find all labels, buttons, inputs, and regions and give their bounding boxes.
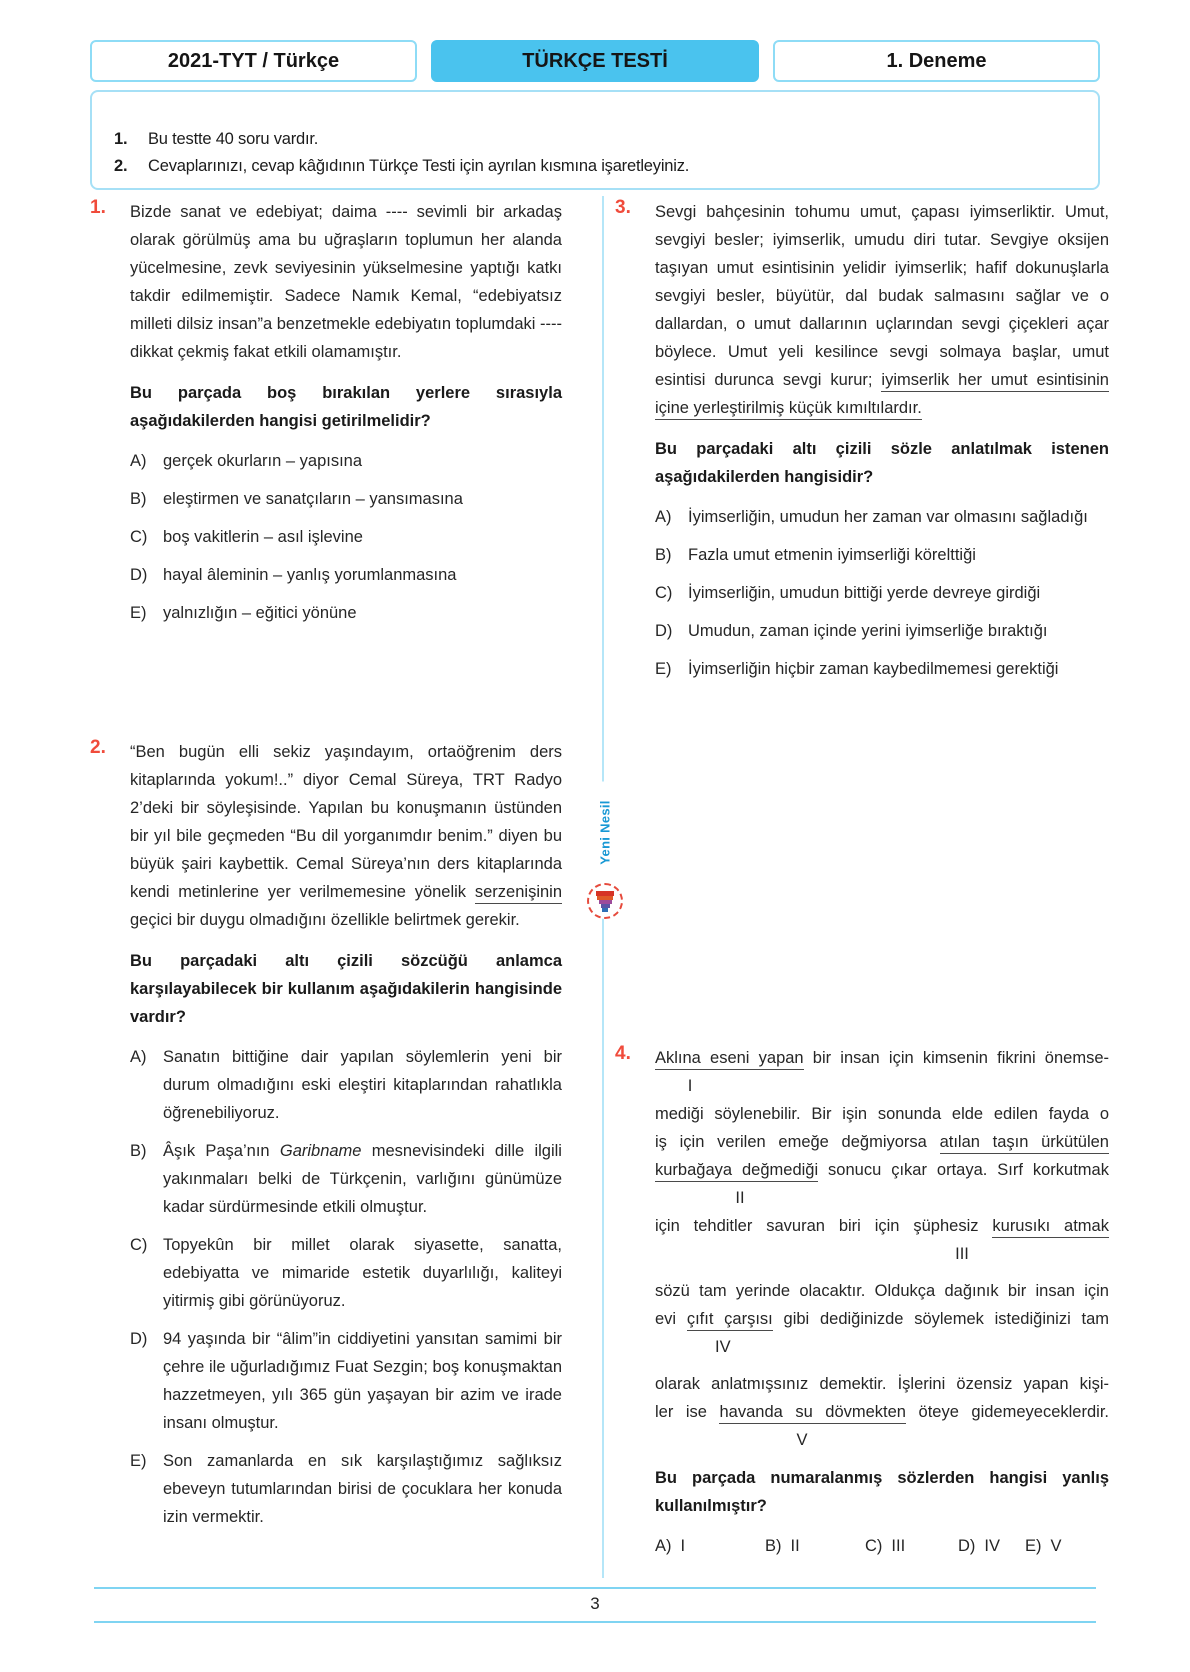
paragraph-text: olarak anlatmışsınız demektir. İşlerini özensiz yapan kişi- xyxy=(655,1375,1109,1393)
numeral-line xyxy=(655,1426,1109,1454)
option-label: E) xyxy=(130,604,147,622)
question-body xyxy=(655,198,1109,683)
paragraph-text: sonucu çıkar ortaya. Sırf korkutmak xyxy=(818,1161,1109,1179)
option-d xyxy=(130,1325,562,1437)
underlined-phrase: kurusıkı atmak xyxy=(992,1217,1109,1238)
question-stem: Bu parçada numaralanmış sözlerden hangisi yanlış kullanılmıştır? xyxy=(655,1469,1109,1515)
numeral-line xyxy=(655,1333,1109,1361)
option-label: A) xyxy=(130,452,147,470)
option-text: eleştirmen ve sanatçıların – yansımasına xyxy=(163,490,463,508)
option-text: V xyxy=(1050,1537,1062,1555)
option-label: C) xyxy=(655,584,673,602)
options-row xyxy=(655,1532,1109,1560)
option-c xyxy=(655,579,1109,607)
option-d xyxy=(130,561,562,589)
paragraph-line xyxy=(655,1212,1109,1240)
test-title: TÜRKÇE TESTİ xyxy=(522,49,668,72)
option-label: E) xyxy=(130,1452,147,1470)
paragraph-line xyxy=(655,1370,1109,1398)
option-text: Âşık Paşa’nın xyxy=(163,1142,280,1160)
paragraph-line xyxy=(655,1100,1109,1128)
question-body xyxy=(130,198,562,627)
paragraph-text: Sevgi bahçesinin tohumu umut, çapası iyimserliktir. Umut, sevgiyi besler; iyimserlik, umudu diri tutar. Sevgiye oksijen taşıyan umut esintisinin yelidir iyimserlik; hafif dokunuşlarla sevgiyi besler, büyütür, dal budak salmasını sağlar ve o dallardan, o umut dallarının uçlarından sevgi çiçekleri açar böylece. Umut yeli kesilince sevgi solmaya başlar, umut esintisi durunca sevgi kurur; xyxy=(655,203,1109,389)
underlined-phrase: kurbağaya değmediği xyxy=(655,1161,818,1182)
option-b xyxy=(655,541,1109,569)
instruction-item xyxy=(114,153,1078,180)
paragraph-text: sözü tam yerinde olacaktır. Oldukça dağınık bir insan için xyxy=(655,1282,1109,1300)
instruction-number: 2. xyxy=(114,157,128,175)
underlined-word: serzenişinin xyxy=(475,883,562,904)
option-label: B) xyxy=(130,1142,147,1160)
option-label: B) xyxy=(765,1537,782,1555)
option-text: gerçek okurların – yapısına xyxy=(163,452,363,470)
question-paragraph xyxy=(130,738,562,934)
options-list xyxy=(130,447,562,627)
option-text: yalnızlığın – eğitici yönüne xyxy=(163,604,357,622)
page-number: 3 xyxy=(590,1594,600,1613)
option-text: I xyxy=(680,1537,686,1555)
test-title-box xyxy=(431,40,759,82)
option-text: İyimserliğin hiçbir zaman kaybedilmemesi gerektiği xyxy=(688,660,1059,678)
option-text: Fazla umut etmenin iyimserliği körelttiği xyxy=(688,546,976,564)
option-text: III xyxy=(891,1537,906,1555)
numeral-4: IV xyxy=(715,1338,731,1356)
question-body xyxy=(655,1044,1109,1560)
numeral-5: V xyxy=(796,1431,808,1449)
paragraph-text: evi xyxy=(655,1310,687,1328)
option-label: E) xyxy=(1025,1537,1042,1555)
question-1 xyxy=(90,198,562,637)
option-text-italic: Garibname xyxy=(279,1142,362,1160)
option-label: D) xyxy=(958,1537,976,1555)
option-e xyxy=(1025,1532,1062,1560)
option-label: D) xyxy=(130,1330,148,1348)
option-e xyxy=(130,599,562,627)
option-text: 94 yaşında bir “âlim”in ciddiyetini yansıtan samimi bir çehre ile uğurladığımız Fuat Sezgin; boş konuşmaktan hazzetmeyen, yılı 365 gün yaşayan bir azim ve irade insanı olmuştur. xyxy=(163,1330,562,1432)
instruction-number: 1. xyxy=(114,130,128,148)
option-a xyxy=(655,503,1109,531)
option-d xyxy=(958,1532,1025,1560)
paragraph-line xyxy=(655,1277,1109,1305)
question-stem: Bu parçada boş bırakılan yerlere sırasıyla aşağıdakilerden hangisi getirilmelidir? xyxy=(130,384,562,430)
option-text: II xyxy=(790,1537,800,1555)
paragraph-line xyxy=(655,1128,1109,1156)
exam-round: 1. Deneme xyxy=(886,49,987,72)
option-c xyxy=(865,1532,958,1560)
option-a xyxy=(655,1532,765,1560)
option-text: İyimserliğin, umudun bittiği yerde devreye girdiği xyxy=(688,584,1041,602)
exam-name-box xyxy=(90,40,417,82)
page-header xyxy=(90,40,1100,82)
option-label: D) xyxy=(655,622,673,640)
paragraph-line xyxy=(655,1305,1109,1333)
question-number: 3. xyxy=(615,197,631,218)
option-text: Son zamanlarda en sık karşılaştığımız sağlıksız ebeveyn tutumlarından birisi de çocuklara her konuda izin vermektir. xyxy=(163,1452,562,1526)
paragraph-text: için tehditler savuran biri için şüphesiz xyxy=(655,1217,993,1235)
paragraph-text: gibi dediğinizde söylemek istediğinizi tam xyxy=(772,1310,1109,1328)
option-a xyxy=(130,447,562,475)
option-label: A) xyxy=(655,508,672,526)
option-label: C) xyxy=(130,528,148,546)
option-label: A) xyxy=(130,1048,147,1066)
underlined-phrase: iyimserlik her umut esintisinin içine yerleştirilmiş küçük kımıltılardır. xyxy=(655,371,1109,420)
question-2 xyxy=(90,738,562,1541)
option-text: Topyekûn bir millet olarak siyasette, sanatta, edebiyatta ve mimaride estetik duyarlılığı, kaliteyi yitirmiş gibi görünüyoruz. xyxy=(163,1236,562,1310)
instruction-item xyxy=(114,126,1078,153)
option-label: C) xyxy=(130,1236,148,1254)
paragraph-text: mediği söylenebilir. Bir işin sonunda elde edilen fayda o xyxy=(655,1105,1109,1123)
question-paragraph: Bizde sanat ve edebiyat; daima ---- sevimli bir arkadaş olarak görülmüş ama bu uğraşların toplumun her alanda yücelmesine, zevk seviyesinin yükselmesine yaptığı katkı takdir edilmemiştir. Sadece Namık Kemal, “edebiyatsız milleti dilsiz insan”a benzetmekle edebiyatın toplumdaki ---- dikkat çekmiş fakat etkili olamamıştır. xyxy=(130,203,562,361)
question-number: 4. xyxy=(615,1043,631,1064)
option-label: B) xyxy=(655,546,672,564)
brand-name: Yeni Nesil xyxy=(597,782,614,884)
numeral-line xyxy=(655,1072,1109,1100)
paragraph-text: iş için verilen emeğe değmiyorsa xyxy=(655,1133,940,1151)
underlined-phrase: atılan taşın ürkütülen xyxy=(940,1133,1109,1154)
question-stem: Bu parçadaki altı çizili sözcüğü anlamca karşılayabilecek bir kullanım aşağıdakilerin hangisinde vardır? xyxy=(130,952,562,1026)
option-b xyxy=(765,1532,865,1560)
option-c xyxy=(130,523,562,551)
numeral-1: I xyxy=(687,1077,693,1095)
option-label: A) xyxy=(655,1537,672,1555)
numeral-line xyxy=(655,1240,1109,1268)
option-text: IV xyxy=(984,1537,1001,1555)
option-b xyxy=(130,485,562,513)
exam-round-box xyxy=(773,40,1100,82)
options-list xyxy=(655,503,1109,683)
option-text: boş vakitlerin – asıl işlevine xyxy=(163,528,363,546)
question-number: 1. xyxy=(90,197,106,218)
underlined-phrase: havanda su dövmekten xyxy=(719,1403,906,1424)
numeral-line xyxy=(655,1184,1109,1212)
question-4 xyxy=(615,1044,1109,1560)
option-text: Umudun, zaman içinde yerini iyimserliğe bıraktığı xyxy=(688,622,1048,640)
option-text: Sanatın bittiğine dair yapılan söylemlerin yeni bir durum olmadığını eski eleştiri kitaplarından rahatlıkla öğrenebiliyoruz. xyxy=(163,1048,562,1122)
underlined-phrase: Aklına eseni yapan xyxy=(655,1049,804,1070)
paragraph-line xyxy=(655,1156,1109,1184)
paragraph-text: bir insan için kimsenin fikrini önemse- xyxy=(803,1049,1109,1067)
underlined-phrase: çıfıt çarşısı xyxy=(687,1310,773,1331)
paragraph-line xyxy=(655,1398,1109,1426)
question-paragraph xyxy=(655,198,1109,422)
paragraph-text: “Ben bugün elli sekiz yaşındayım, ortaöğrenim ders kitaplarında yokum!..” diyor Cemal Süreya, TRT Radyo 2’deki bir söyleşisinde. Yapılan bu konuşmanın üstünden bir yıl bile geçmeden “Bu dil yorganımdır benim.” diyen bu büyük şairi kaybettik. Cemal Süreya’nın ders kitaplarında kendi metinlerine yer verilmemesine yönelik xyxy=(130,743,562,901)
question-body xyxy=(130,738,562,1531)
paragraph-text: öteye gidemeyeceklerdir. xyxy=(906,1403,1109,1421)
option-label: E) xyxy=(655,660,672,678)
brand-logo-icon xyxy=(587,883,623,919)
instructions-box xyxy=(90,90,1100,190)
instruction-text: Bu testte 40 soru vardır. xyxy=(148,130,319,148)
option-c xyxy=(130,1231,562,1315)
option-text: mesnevisindeki dille ilgili yakınmaları belki de Türkçenin, varlığını günümüze kadar sürdürmesinde etkili olmuştur. xyxy=(163,1142,562,1216)
footer-divider-top xyxy=(94,1587,1096,1589)
option-text: hayal âleminin – yanlış yorumlanmasına xyxy=(163,566,457,584)
paragraph-text: geçici bir duygu olmadığını özellikle belirtmek gerekir. xyxy=(130,911,520,929)
question-number: 2. xyxy=(90,737,106,758)
option-b xyxy=(130,1137,562,1221)
footer-divider-bottom xyxy=(94,1621,1096,1623)
paragraph-text: ler ise xyxy=(655,1403,720,1421)
option-label: D) xyxy=(130,566,148,584)
options-list xyxy=(130,1043,562,1531)
question-stem: Bu parçadaki altı çizili sözle anlatılmak istenen aşağıdakilerden hangisidir? xyxy=(655,440,1109,486)
question-3 xyxy=(615,198,1109,693)
option-e xyxy=(655,655,1109,683)
numeral-2: II xyxy=(735,1189,745,1207)
instruction-text: Cevaplarınızı, cevap kâğıdının Türkçe Testi için ayrılan kısmına işaretleyiniz. xyxy=(148,157,690,175)
option-e xyxy=(130,1447,562,1531)
option-label: C) xyxy=(865,1537,883,1555)
exam-name: 2021-TYT / Türkçe xyxy=(167,49,340,72)
paragraph-line xyxy=(655,1044,1109,1072)
option-d xyxy=(655,617,1109,645)
option-text: İyimserliğin, umudun her zaman var olmasını sağladığı xyxy=(688,508,1088,526)
numeral-3: III xyxy=(955,1245,969,1263)
option-a xyxy=(130,1043,562,1127)
option-label: B) xyxy=(130,490,147,508)
